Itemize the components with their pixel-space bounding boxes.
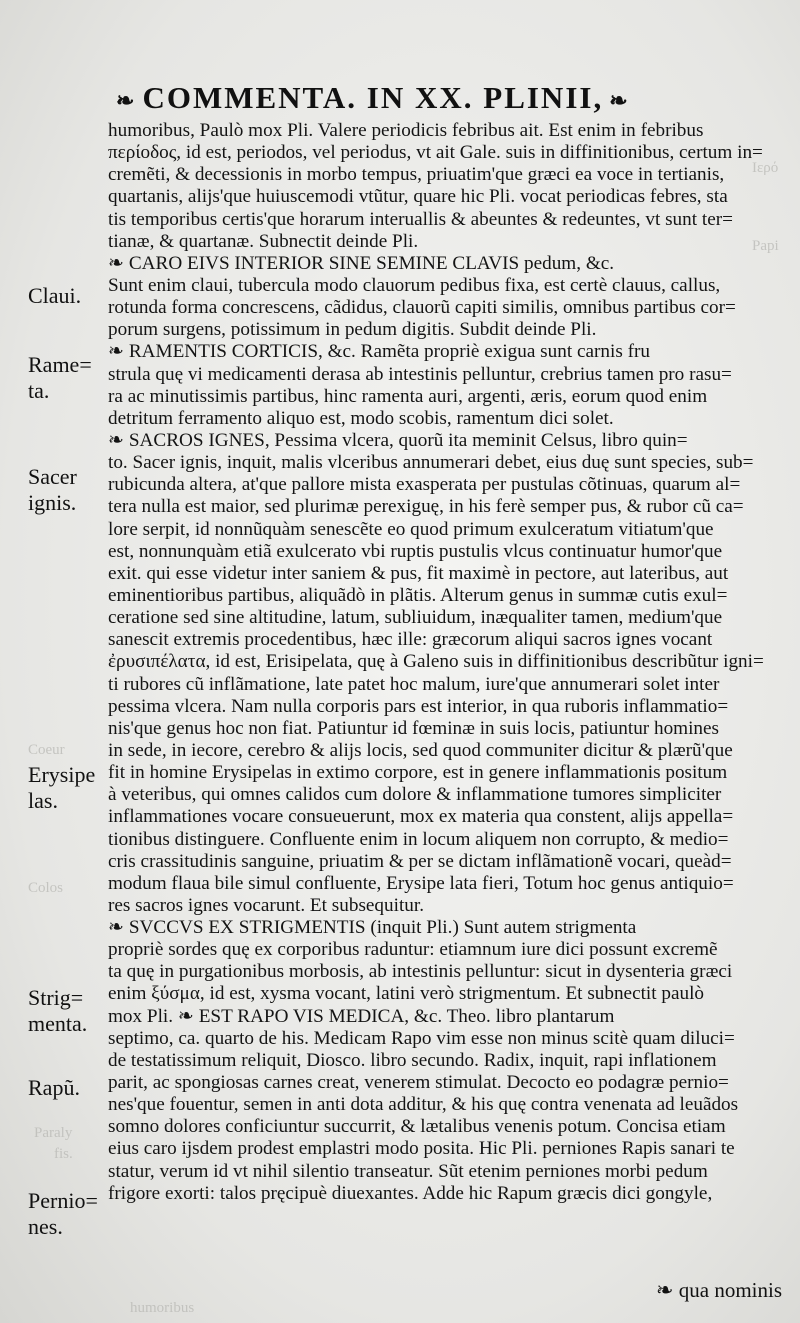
catchword: ❧ qua nominis: [655, 1278, 782, 1302]
commentary-body: [108, 120, 791, 1205]
text-line: rubicunda altera, at'que pallore mista exasperata per pustulas cõtinuas, quarum al=: [108, 474, 741, 496]
text-line: in sede, in iecore, cerebro & alijs locis, sed quod communiter dicitur & plærũ'que: [108, 739, 733, 761]
text-line: fit in homine Erysipelas in extimo corpore, est in genere inflammationis positum: [108, 762, 728, 784]
text-line: nis'que genus hoc non fiat. Patiuntur id fœminæ in suis locis, patiuntur homines: [108, 717, 720, 739]
margin-note-perniones: Pernio= nes.: [28, 1188, 98, 1239]
running-header: [110, 80, 730, 120]
text-line: quartanis, alijs'que huiuscemodi vtũtur, quare hic Pli. vocat periodicas febres, sta: [108, 186, 728, 208]
text-line: strula quę vi medicamenti derasa ab intestinis pelluntur, crebrius tamen pro rasu=: [108, 363, 732, 385]
text-line: ❧ SVCCVS EX STRIGMENTIS (inquit Pli.) Sunt autem strigmenta: [108, 917, 637, 939]
fleuron-ornament-icon: ❧: [609, 87, 630, 113]
margin-note-rapum: Rapũ.: [28, 1075, 80, 1100]
text-line: modum flaua bile simul confluente, Erysipe lata fieri, Totum hoc genus antiquio=: [108, 872, 734, 894]
bleed-through-text: Ιερό: [752, 160, 779, 176]
text-line: de testatissimum reliquit, Diosco. libro secundo. Radix, inquit, rapi inflationem: [108, 1049, 717, 1071]
text-line: Sunt enim claui, tubercula modo clauorum pedibus fixa, est certè clauus, callus,: [108, 274, 721, 296]
text-line: est, nonnunquàm etiã exulcerato vbi ruptis pustulis vlcus continuatur humor'que: [108, 540, 723, 562]
text-line: ta quę in purgationibus morbosis, ab intestinis pelluntur: sicut in dysenteria græci: [108, 961, 733, 983]
text-line: porum surgens, potissimum in pedum digitis. Subdit deinde Pli.: [108, 319, 597, 341]
text-line: humoribus, Paulò mox Pli. Valere periodicis febribus ait. Est enim in febribus: [108, 120, 704, 141]
margin-note-sacer-ignis: Sacer ignis.: [28, 464, 77, 515]
bleed-through-text: Coeur: [28, 742, 65, 758]
text-line: exit. qui esse videtur inter saniem & pus, fit maximè in pectore, aut lateribus, aut: [108, 562, 729, 584]
text-line: ra ac minutissimis partibus, hinc ramenta auri, argenti, æris, eorum quod enim: [108, 385, 708, 407]
text-line: detritum ferramento aliquo est, modo scobis, ramentum dici solet.: [108, 407, 614, 429]
text-line: somno dolores conficiuntur succurrit, & lætalibus venenis potum. Concisa etiam: [108, 1116, 726, 1138]
text-line: tianæ, & quartanæ. Subnectit deinde Pli.: [108, 230, 419, 252]
text-line: res sacros ignes vocarunt. Et subsequitur.: [108, 894, 424, 916]
text-line: ἐρυσιπέλατα, id est, Erisipelata, quę à Galeno suis in diffinitionibus describũtur igni=: [108, 651, 764, 673]
text-line: cremẽti, & decessionis in morbo tempus, priuatim'que græci ea voce in tertianis,: [108, 164, 725, 186]
text-line: eminentioribus partibus, aliquãdò in plãtis. Alterum genus in summæ cutis exul=: [108, 584, 728, 606]
bleed-through-text: humoribus: [130, 1300, 195, 1316]
fleuron-ornament-icon: ❧: [116, 87, 137, 113]
text-line: enim ξύσμα, id est, xysma vocant, latini verò strigmentum. Et subnectit paulò: [108, 983, 705, 1005]
text-line: frigore exorti: talos pręcipuè diuexantes. Adde hic Rapum græcis dici gongyle,: [108, 1182, 713, 1204]
text-line: cris crassitudinis sanguine, priuatim & per se dictam inflãmationẽ vocari, queàd=: [108, 850, 732, 872]
text-line: ❧ RAMENTIS CORTICIS, &c. Ramẽta propriè exigua sunt carnis fru: [108, 341, 650, 363]
text-line: mox Pli. ❧ EST RAPO VIS MEDICA, &c. Theo. libro plantarum: [108, 1005, 615, 1027]
text-line: ❧ SACROS IGNES, Pessima vlcera, quorũ ita meminit Celsus, libro quin=: [108, 429, 688, 451]
header-title: COMMENTA. IN XX. PLINII,: [142, 80, 604, 115]
text-line: sanescit extremis procedentibus, hæc ille: græcorum aliqui sacros ignes vocant: [108, 629, 713, 651]
text-line: lore serpit, id nonnũquàm senescẽte eo quod primum exulceratum vitiatum'que: [108, 518, 714, 540]
text-line: eius caro ijsdem prodest emplastri modo posita. Hic Pli. perniones Rapis sanari te: [108, 1138, 735, 1160]
bleed-through-text: fis.: [54, 1146, 73, 1162]
text-line: nes'que fouentur, semen in anti dota additur, & his quę contra venenata ad leuãdos: [108, 1094, 739, 1116]
text-line: ❧ CARO EIVS INTERIOR SINE SEMINE CLAVIS pedum, &c.: [108, 252, 615, 274]
bleed-through-text: Colos: [28, 880, 64, 896]
text-line: propriè sordes quę ex corporibus raduntur: etiamnum iure dici possunt excremẽ: [108, 939, 718, 961]
text-line: περίοδος, id est, periodos, vel periodus, vt ait Gale. suis in diffinitionibus, certum in=: [108, 142, 763, 164]
text-line: ti rubores cũ inflãmatione, late patet hoc malum, iure'que annumerari solet inter: [108, 673, 720, 695]
text-line: to. Sacer ignis, inquit, malis vlceribus annumerari debet, eius duę sunt species, sub=: [108, 452, 754, 474]
margin-note-strigmenta: Strig= menta.: [28, 985, 88, 1036]
margin-note-claui: Claui.: [28, 283, 82, 308]
text-line: parit, ac spongiosas carnes creat, venerem stimulat. Decocto eo podagræ pernio=: [108, 1072, 729, 1094]
text-line: à veteribus, qui omnes calidos cum dolore & inflammatione tumores simpliciter: [108, 784, 722, 806]
text-line: inflammationes vocare consueuerunt, mox ex materia qua constent, alijs appella=: [108, 806, 734, 828]
bleed-through-text: Papi: [752, 238, 779, 254]
text-line: tera nulla est maior, sed plurimæ perexiguę, in his ferè semper pus, & rubor cũ ca=: [108, 496, 744, 518]
text-line: ceratione sed sine altitudine, latum, subliuidum, inæqualiter tamen, medium'que: [108, 607, 723, 629]
text-line: tionibus distinguere. Confluente enim in locum aliquem non corrupto, & medio=: [108, 828, 729, 850]
text-line: pessima vlcera. Nam nulla corporis pars est interior, in qua ruboris inflammatio=: [108, 695, 729, 717]
text-line: rotunda forma concrescens, cãdidus, clauorũ capiti similis, omnibus partibus cor=: [108, 297, 736, 319]
text-line: tis temporibus certis'que horarum interuallis & abeuntes & redeuntes, vt sunt ter=: [108, 208, 733, 230]
text-line: statur, verum id vt nihil silentio transeatur. Sũt etenim perniones morbi pedum: [108, 1160, 708, 1182]
text-line: septimo, ca. quarto de his. Medicam Rapo vim esse non minus scitè quam diluci=: [108, 1027, 735, 1049]
bleed-through-text: Paraly: [34, 1125, 73, 1141]
margin-note-rameta: Rame= ta.: [28, 352, 92, 403]
margin-note-erysipelas: Erysipe las.: [28, 762, 96, 813]
